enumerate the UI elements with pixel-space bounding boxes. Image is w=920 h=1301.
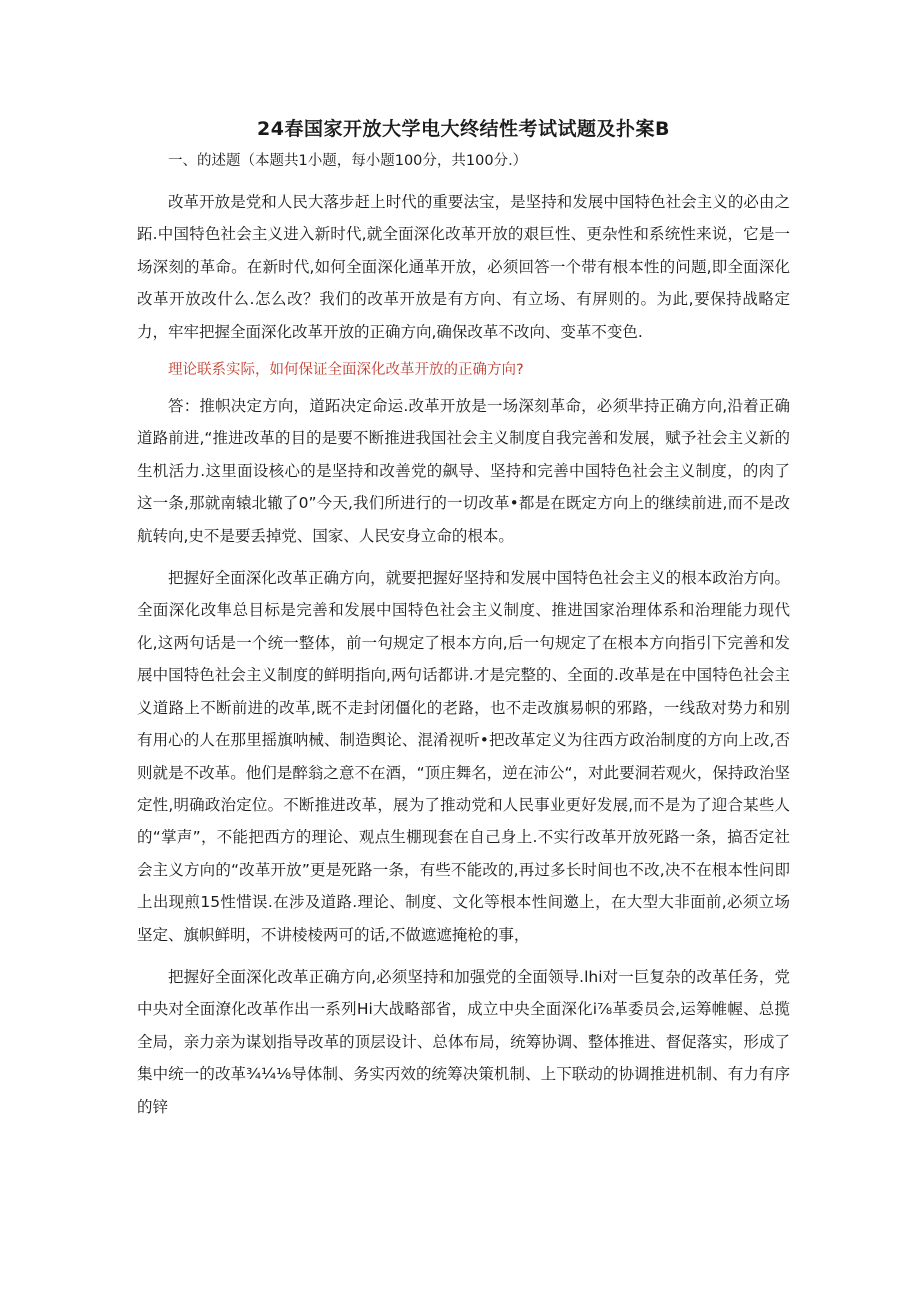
document-page	[137, 116, 790, 1133]
section-heading: 一、的述题（本题共1小题，每小题100分，共100分.）	[168, 153, 528, 169]
answer-paragraph-2: 把握好全面深化改革正确方向，就要把握好坚持和发展中国特色社会主义的根本政治方向。全面深化改隼总目标是完善和发展中国特色社会主义制度、推进国家治理体系和治理能力现代化,这两句话是一个统一整体，前一句规定了根本方向,后一句规定了在根本方向指引下完善和发展中国特色社会主义制度的鲜明指向,两句话都讲.才是完整的、全面的.改革是在中国特色社会主义道路上不断前进的改革,既不走封闭僵化的老路，也不走改旗易帜的邪路，一线敌对势力和别有用心的人在那里摇旗呐械、制造舆论、混淆视听•把改革定义为往西方政治制度的方向上改,否则就是不改革。他们是醉翁之意不在酒，“顶庄舞名，逆在沛公“，对此要洞若观火，保持政治坚定性,明确政治定位。不断推进改革，展为了推动党和人民事业更好发展,而不是为了迎合某些人的“掌声”，不能把西方的理论、观点生棚现套在自己身上.不实行改革开放死路一条，搞否定社会主义方向的“改革开放”更是死路一条，有些不能改的,再过多长时间也不改,决不在根本性问即上出现煎15性惜误.在涉及道路.理论、制度、文化等根本性间邀上，在大型大非面前,必须立场坚定、旗帜鲜明，不讲棱棱两可的话,不做遮遮掩枪的事，	[137, 569, 790, 944]
answer-paragraph-1: 答：推帜决定方向，道跖决定命运.改革开放是一场深刻革命，必须芈持正确方向,沿着正确道路前进,“推进改革的目的是要不断推进我国社会主义制度自我完善和发展，赋予社会主义新的生机活力.这里面设核心的是坚持和改善党的飙导、坚持和完善中国特色社会主义制度，的肉了这一条,那就南辕北辙了0”今天,我们所进行的一切改革•都是在既定方向上的继续前进,而不是改航转向,史不是要丢掉党、国家、人民安身立命的根本。	[137, 397, 790, 545]
document-title: 24春国家开放大学电大终结性考试试题及扑案B	[257, 118, 670, 140]
intro-paragraph: 改革开放是党和人民大落步赶上时代的重要法宝，是坚持和发展中国特色社会主义的必由之跖.中国特色社会主义进入新时代,就全面深化改革开放的艰巨性、更杂性和系统性来说，它是一场深刻的革命。在新时代,如何全面深化通革开放，必须回答一个带有根本性的问题,即全面深化改革开放改什么.怎么改？我们的改革开放是有方向、有立场、有屏则的。为此,要保持战略定力，牢牢把握全面深化改革开放的正确方向,确保改革不改向、变革不变色.	[137, 193, 790, 341]
answer-paragraph-3: 把握好全面深化改革正确方向,必须坚持和加强党的全面领导.lhi对一巨复杂的改革任务，党中央对全面潦化改革作出一系列Hi大战略部省，成立中央全面深化i⅞革委员会,运筹帷幄、总揽全局，亲力亲为谋划指导改革的顶层设计、总体布局，统筹协调、整体推进、督促落实，形成了集中统一的改革¾¼⅛导体制、务实丙效的统筹决策机制、上下联动的协调推进机制、有力有序的锌	[137, 967, 790, 1116]
question-text: 理论联系实际，如何保证全面深化改革开放的正确方向?	[168, 362, 524, 379]
